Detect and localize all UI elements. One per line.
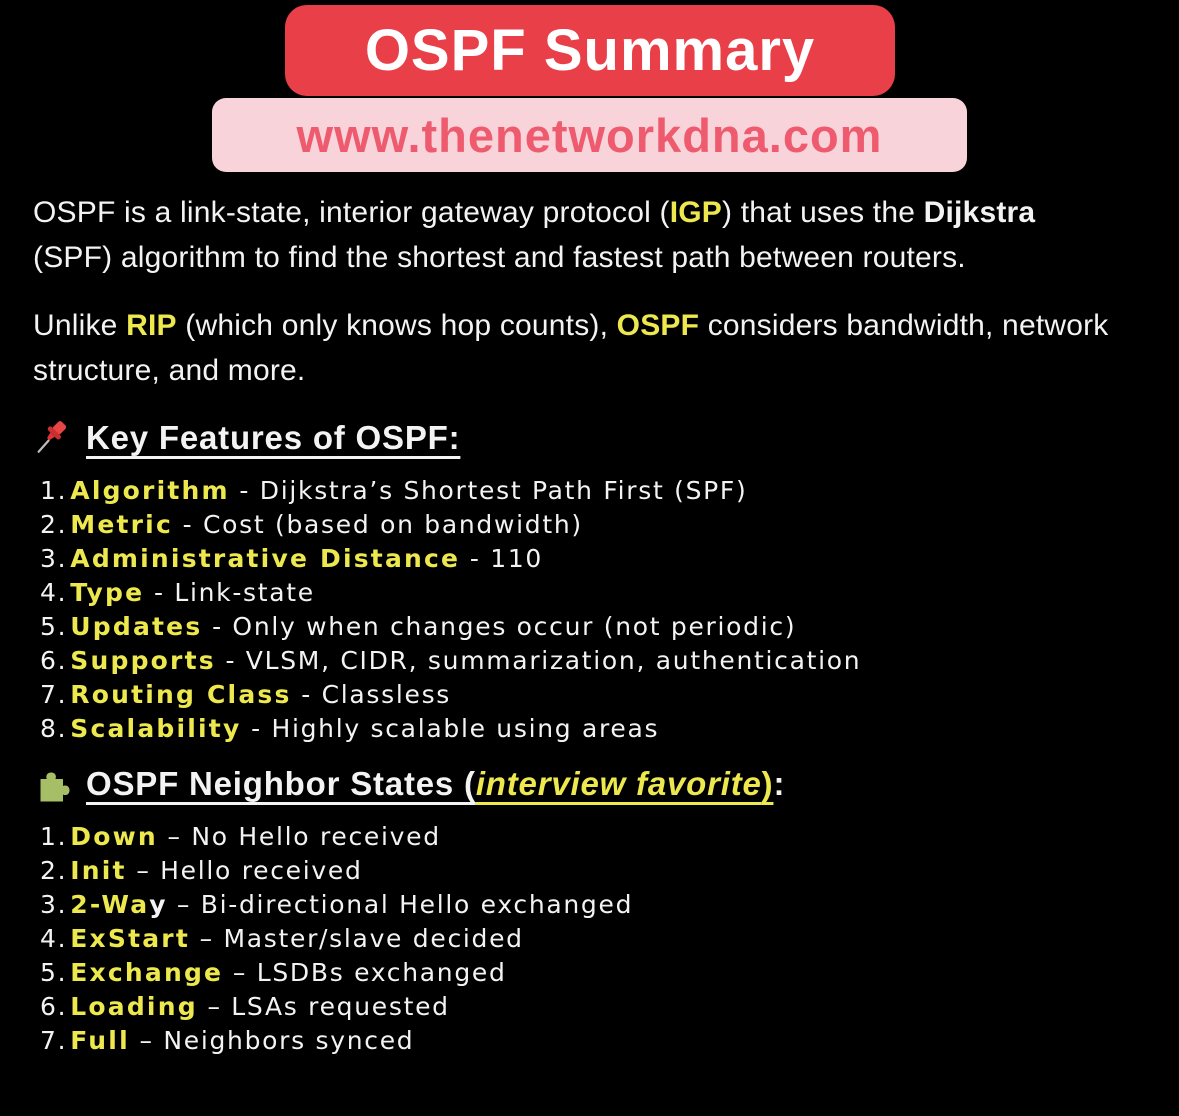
list-item	[40, 1024, 1113, 1058]
item-number: 6.	[40, 992, 68, 1021]
item-text: – No Hello received	[157, 822, 441, 851]
item-text: – Master/slave decided	[189, 924, 524, 953]
item-term: Init	[70, 856, 127, 885]
intro-paragraph	[33, 303, 1113, 393]
text-segment: OSPF	[616, 309, 700, 342]
text-segment: (SPF) algorithm to find the shortest and fastest path between routers.	[33, 241, 966, 274]
item-text: - Cost (based on bandwidth)	[172, 510, 583, 539]
section-heading-row	[33, 762, 1113, 806]
item-term-suffix: y	[149, 890, 168, 919]
list-item	[40, 474, 1113, 508]
item-term: ExStart	[70, 924, 190, 953]
pushpin-icon	[33, 416, 73, 460]
list-item	[40, 990, 1113, 1024]
item-term: 2-Wa	[70, 890, 150, 919]
item-number: 7.	[40, 680, 68, 709]
text-segment: OSPF is a link-state, interior gateway protocol (	[33, 196, 670, 229]
item-text: – LSAs requested	[197, 992, 450, 1021]
text-segment: )	[761, 765, 774, 802]
list-item	[40, 542, 1113, 576]
list-item	[40, 888, 1113, 922]
item-text: – LSDBs exchanged	[223, 958, 507, 987]
list-item	[40, 922, 1113, 956]
text-segment: Key Features of OSPF:	[86, 419, 461, 456]
item-number: 4.	[40, 924, 68, 953]
section-heading-row	[33, 416, 1113, 460]
list-item	[40, 712, 1113, 746]
website-banner	[212, 98, 967, 172]
item-text: - Link-state	[144, 578, 315, 607]
item-number: 8.	[40, 714, 68, 743]
item-text: - Highly scalable using areas	[241, 714, 660, 743]
page-title: OSPF Summary	[364, 18, 816, 83]
item-number: 6.	[40, 646, 68, 675]
list-item	[40, 678, 1113, 712]
item-number: 1.	[40, 476, 68, 505]
item-number: 2.	[40, 510, 68, 539]
item-text: - Only when changes occur (not periodic)	[202, 612, 797, 641]
list-item	[40, 576, 1113, 610]
item-number: 5.	[40, 612, 68, 641]
item-text: – Bi-directional Hello exchanged	[167, 890, 634, 919]
text-segment: Dijkstra	[923, 196, 1036, 229]
text-segment: ) that uses the	[722, 196, 924, 229]
list-item	[40, 854, 1113, 888]
text-segment: OSPF Neighbor States (	[86, 765, 476, 802]
item-text: - 110	[460, 544, 544, 573]
item-term: Exchange	[70, 958, 224, 987]
text-segment: RIP	[126, 309, 177, 342]
list-item	[40, 610, 1113, 644]
item-text: - VLSM, CIDR, summarization, authentication	[215, 646, 862, 675]
list-item	[40, 644, 1113, 678]
item-term: Loading	[70, 992, 198, 1021]
item-term: Supports	[70, 646, 216, 675]
item-number: 3.	[40, 544, 68, 573]
item-term: Updates	[70, 612, 203, 641]
neighbor-states-list	[33, 820, 1113, 1058]
item-number: 3.	[40, 890, 68, 919]
item-term: Full	[70, 1026, 130, 1055]
item-number: 4.	[40, 578, 68, 607]
intro-paragraph	[33, 190, 1113, 280]
item-term: Algorithm	[70, 476, 230, 505]
list-item	[40, 508, 1113, 542]
text-segment: :	[773, 765, 786, 802]
section-key-features	[33, 416, 1113, 746]
intro-paragraphs	[33, 190, 1113, 393]
text-segment: IGP	[669, 196, 722, 229]
item-text: - Dijkstra’s Shortest Path First (SPF)	[229, 476, 748, 505]
item-term: Metric	[70, 510, 173, 539]
section-heading	[86, 416, 460, 460]
title-banner	[285, 5, 895, 96]
item-text: – Neighbors synced	[129, 1026, 415, 1055]
item-term: Administrative Distance	[70, 544, 461, 573]
list-item	[40, 820, 1113, 854]
item-text: - Classless	[291, 680, 452, 709]
item-number: 7.	[40, 1026, 68, 1055]
list-item	[40, 956, 1113, 990]
key-features-list	[33, 474, 1113, 746]
item-term: Down	[70, 822, 158, 851]
section-heading	[86, 762, 785, 806]
item-term: Scalability	[70, 714, 242, 743]
text-segment: (which only knows hop counts),	[176, 309, 617, 342]
text-segment: interview favorite	[475, 765, 762, 802]
text-segment: considers bandwidth, network structure, and more.	[33, 309, 1109, 387]
item-number: 5.	[40, 958, 68, 987]
content	[33, 190, 1113, 1074]
item-number: 1.	[40, 822, 68, 851]
item-text: – Hello received	[126, 856, 363, 885]
website-text: www.thenetworkdna.com	[296, 108, 883, 162]
item-number: 2.	[40, 856, 68, 885]
text-segment: Unlike	[33, 309, 127, 342]
section-neighbor-states	[33, 762, 1113, 1058]
item-term: Routing Class	[70, 680, 292, 709]
item-term: Type	[70, 578, 145, 607]
puzzle-icon	[33, 762, 73, 806]
